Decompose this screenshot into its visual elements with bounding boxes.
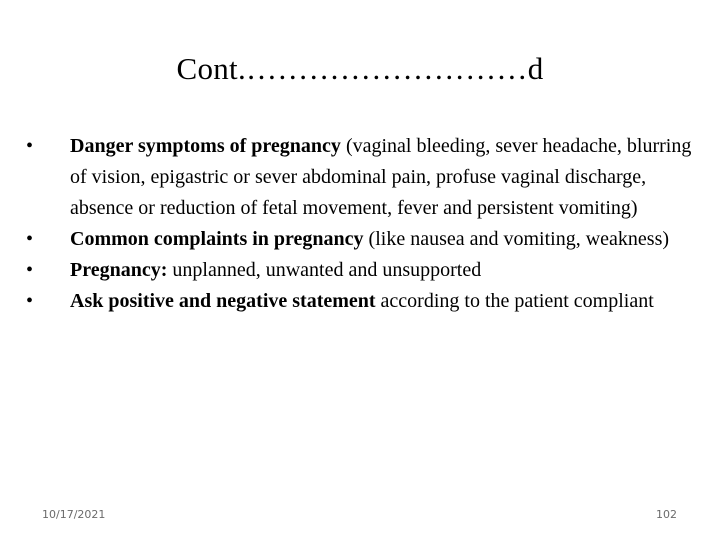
bullet-list <box>22 131 692 317</box>
page-number: 102 <box>656 508 677 521</box>
bullet-bold-text: Danger symptoms of pregnancy <box>70 135 341 157</box>
bullet-marker: • <box>26 228 34 250</box>
bullet-item-ask-statement <box>22 286 692 317</box>
bullet-item-danger-symptoms <box>22 131 692 224</box>
bullet-bold-text: Common complaints in pregnancy <box>70 228 364 250</box>
bullet-marker: • <box>26 290 34 312</box>
bullet-bold-text: Pregnancy: <box>70 259 168 281</box>
bullet-item-pregnancy <box>22 255 692 286</box>
bullet-text: (vaginal bleeding, sever headache, blurring of vision, epigastric or sever abdominal pain, profuse vaginal discharge, absence or reduction of fetal movement, fever and persistent vomiting) <box>70 135 692 219</box>
bullet-text: (like nausea and vomiting, weakness) <box>363 228 670 250</box>
bullet-text: unplanned, unwanted and unsupported <box>167 259 482 281</box>
bullet-marker: • <box>26 135 34 157</box>
bullet-bold-text: Ask positive and negative statement <box>70 290 376 312</box>
slide-title: Cont.………………………d <box>176 51 544 86</box>
bullet-marker: • <box>26 259 34 281</box>
bullet-text: according to the patient compliant <box>375 290 654 312</box>
bullet-item-common-complaints <box>22 224 692 255</box>
footer-date: 10/17/2021 <box>42 508 106 521</box>
